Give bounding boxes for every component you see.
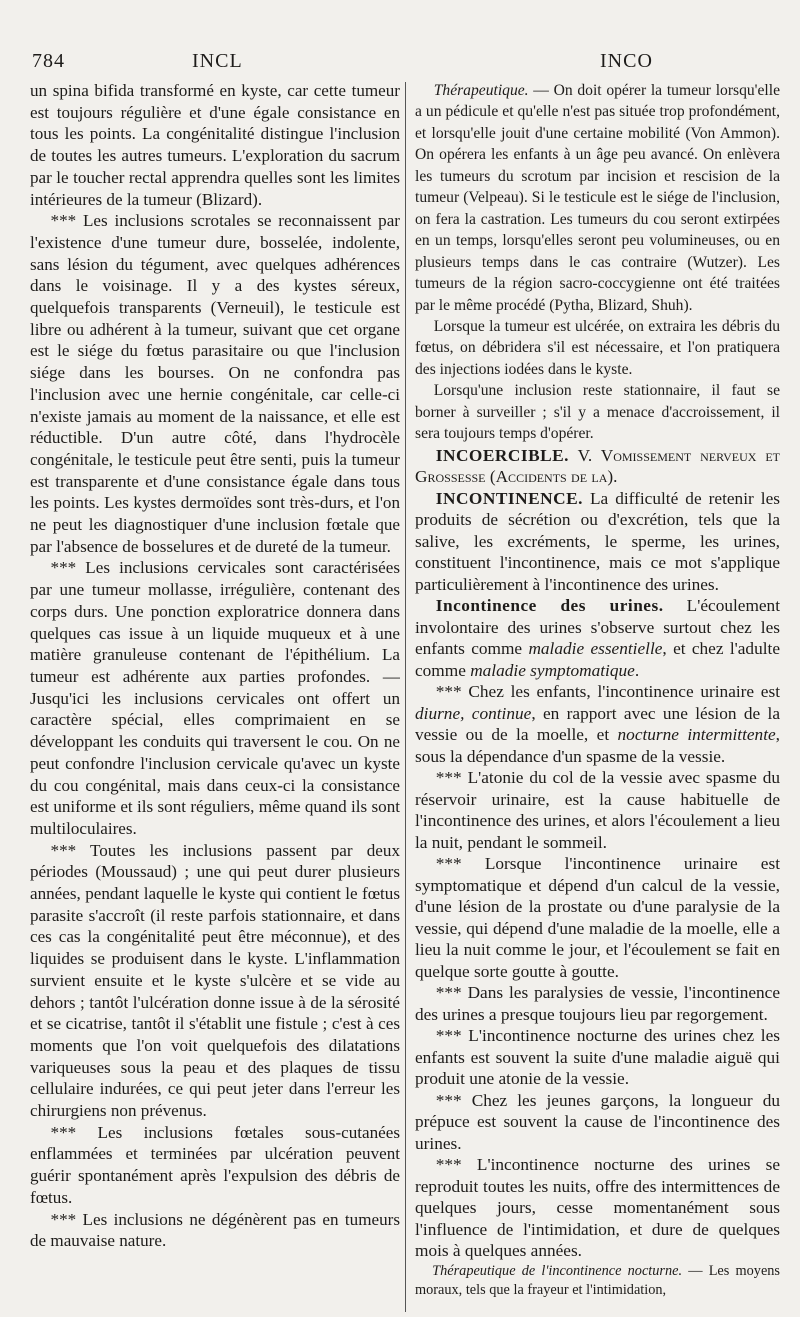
italic-term: maladie symptomatique: [470, 660, 635, 680]
paragraph-text: *** Chez les enfants, l'incontinence urinaire est: [435, 682, 780, 702]
paragraph-text: , en rapport avec une lésion de la vessie ou de la moelle, et: [415, 703, 780, 745]
enfants-paragraph: [415, 681, 780, 767]
right-column: [415, 80, 780, 1301]
paragraph: *** L'atonie du col de la vessie avec spasme du réservoir urinaire, est la cause habituelle de l'incontinence des urines, et alors l'écoulement a lieu la nuit, pendant le sommeil.: [415, 768, 780, 852]
right-running-title: INCO: [600, 50, 653, 72]
left-column: [30, 80, 400, 1252]
paragraph: *** Toutes les inclusions passent par deux périodes (Moussaud) ; une qui peut durer plusieurs années, pendant laquelle le kyste qui contient le fœtus parasite s'accroît (il reste parfois stationnaire, et dans ces cas la congénitalité peut être méconnue), et des liquides se produisent dans le kyste. L'inflammation survient ensuite et le kyste s'ulcère et se vide au dehors ; tantôt l'ulcération donne issue à de la sérosité et se cicatrise, tantôt il s'établit une fistule ; c'est à ces moments que l'on voit quelquefois des dilatations variqueuses sous la peau et des plaques de tissu cellulaire indurées, ce qui peut jeter dans l'erreur les chirurgiens non prévenus.: [30, 840, 400, 1121]
urines-paragraph: [415, 595, 780, 681]
paragraph: *** L'incontinence nocturne des urines se reproduit toutes les nuits, offre des intermittences de quelques jours, cesse momentanément sous l'influence de l'intimidation, et dure de quelques mois à quelques années.: [415, 1155, 780, 1261]
therapeutique-paragraph: [415, 80, 780, 316]
running-header: [32, 50, 770, 80]
paragraph-text: — On doit opérer la tumeur lorsqu'elle a un pédicule et qu'elle n'est pas située trop profondément, et lorsqu'elle jouit d'une certaine mobilité (Von Ammon). On opérera les enfants à un âge peu avancé. On enlèvera les tumeurs du scrotum par incision et rescision de la tumeur (Velpeau). Si le testicule est le siége de l'inclusion, on fera la castration. Les tumeurs du cou seront extirpées en un temps, lorsqu'elles seront peu volumineuses, ou en plusieurs temps dans le cas contraire (Wutzer). Les tumeurs de la région sacro-coccygienne ont été traitées par le même procédé (Pytha, Blizard, Shuh).: [415, 82, 780, 314]
paragraph: un spina bifida transformé en kyste, car cette tumeur est toujours régulière et d'une égale consistance en tous les points. La congénitalité distingue l'inclusion de toutes les autres tumeurs. L'exploration du sacrum par le toucher rectal apprendra quelles sont les limites intérieures de la tumeur (Blizard).: [30, 81, 400, 209]
paragraph-text: L'écoulement involontaire des urines s'observe surtout chez les enfants comme: [415, 596, 780, 659]
paragraph: *** Lorsque l'incontinence urinaire est symptomatique et dépend d'un calcul de la vessie, d'une lésion de la prostate ou d'une paralysie de la vessie, qui dépend d'une maladie de la moelle, elle a lieu la nuit comme le jour, et l'écoulement se fait en quelque sorte goutte à goutte.: [415, 854, 780, 981]
paragraph: *** Les inclusions ne dégénèrent pas en tumeurs de mauvaise nature.: [30, 1209, 400, 1251]
paragraph-text: .: [634, 660, 640, 680]
entry-headword: INCOERCIBLE.: [435, 445, 569, 465]
paragraph: *** Les inclusions scrotales se reconnaissent par l'existence d'une tumeur dure, bosselée, indolente, sans lésion du tégument, avec quelques adhérences dans le voisinage. Il y a des kystes séreux, quelquefois transparents (Verneuil), le testicule est libre ou adhérent à la tumeur, suivant que cet organe est le siége du fœtus parasitaire ou que l'inclusion siége dans les bourses. On ne confondra pas l'inclusion avec une hernie congénitale, car celle-ci n'existe jamais au moment de la naissance, et elle est réductible. D'un autre côté, dans l'hydrocèle congénitale, le testicule peut être senti, puis la tumeur est transparente et d'une consistance égale dans tous les points. Les kystes dermoïdes sont très-durs, et l'on ne peut les diagnostiquer d'une inclusion fœtale que par l'absence de bosselures et de dureté de la tumeur.: [30, 211, 400, 556]
incoercible-entry: [415, 445, 780, 488]
left-running-title: INCL: [192, 50, 243, 72]
column-divider: [405, 82, 406, 1312]
paragraph: *** Les inclusions cervicales sont caractérisées par une tumeur mollasse, irrégulière, contenant des corps durs. Une ponction exploratrice donnera dans quelques cas issue à un liquide muqueux et à une matière granuleuse contenant de l'épithélium. La tumeur est adhérente aux parties profondes. — Jusqu'ici les inclusions cervicales ont offert un caractère spécial, elles comprimaient en se développant les conduits qui traversent le cou. On ne peut confondre l'inclusion cervicale qu'avec un kyste du cou congénital, mais dans ceux-ci la consistance est uniforme et ils sont réguliers, même quand ils sont multiloculaires.: [30, 558, 400, 838]
therapeutique-nocturne-paragraph: [415, 1262, 780, 1301]
page-number: 784: [32, 50, 65, 72]
paragraph-text: , et chez l'adulte comme: [415, 639, 780, 680]
italic-term: diurne, continue: [415, 703, 532, 723]
paragraph: *** Les inclusions fœtales sous-cutanées enflammées et terminées par ulcération peuvent guérir spontanément après l'expulsion des débris de fœtus.: [30, 1122, 400, 1207]
italic-term: nocturne intermittente: [617, 725, 776, 745]
incontinence-entry: [415, 488, 780, 596]
paragraph: Lorsqu'une inclusion reste stationnaire, il faut se borner à surveiller ; s'il y a menace d'accroissement, il sera toujours temps d'opérer.: [415, 382, 780, 443]
section-label: Thérapeutique.: [433, 82, 529, 99]
paragraph-text: La difficulté de retenir les produits de sécrétion ou d'excrétion, tels que la salive, les excréments, le sperme, les urines, constituent l'incontinence, mais ce mot s'applique particulièrement à l'incontinence des urines.: [415, 488, 780, 594]
paragraph: *** Chez les jeunes garçons, la longueur du prépuce est souvent la cause de l'incontinence des urines.: [415, 1090, 780, 1153]
paragraph-text: — Les moyens moraux, tels que la frayeur et l'intimidation,: [415, 1262, 780, 1299]
section-label: Thérapeutique de l'incontinence nocturne.: [432, 1262, 683, 1279]
cross-reference: V. Vomissement nerveux et Grossesse (Accidents de la).: [415, 445, 780, 487]
paragraph: *** L'incontinence nocturne des urines chez les enfants est souvent la suite d'une maladie aiguë qui produit une atonie de la vessie.: [415, 1026, 780, 1089]
paragraph: Lorsque la tumeur est ulcérée, on extraira les débris du fœtus, on débridera s'il est nécessaire, et l'on pratiquera des injections iodées dans le kyste.: [415, 317, 780, 378]
subentry-headword: Incontinence des urines.: [435, 596, 664, 616]
paragraph-text: , sous la dépendance d'un spasme de la vessie.: [415, 725, 780, 766]
paragraph: *** Dans les paralysies de vessie, l'incontinence des urines a presque toujours lieu par regorgement.: [415, 983, 780, 1024]
italic-term: maladie essentielle: [528, 639, 663, 659]
entry-headword: INCONTINENCE.: [435, 488, 583, 508]
